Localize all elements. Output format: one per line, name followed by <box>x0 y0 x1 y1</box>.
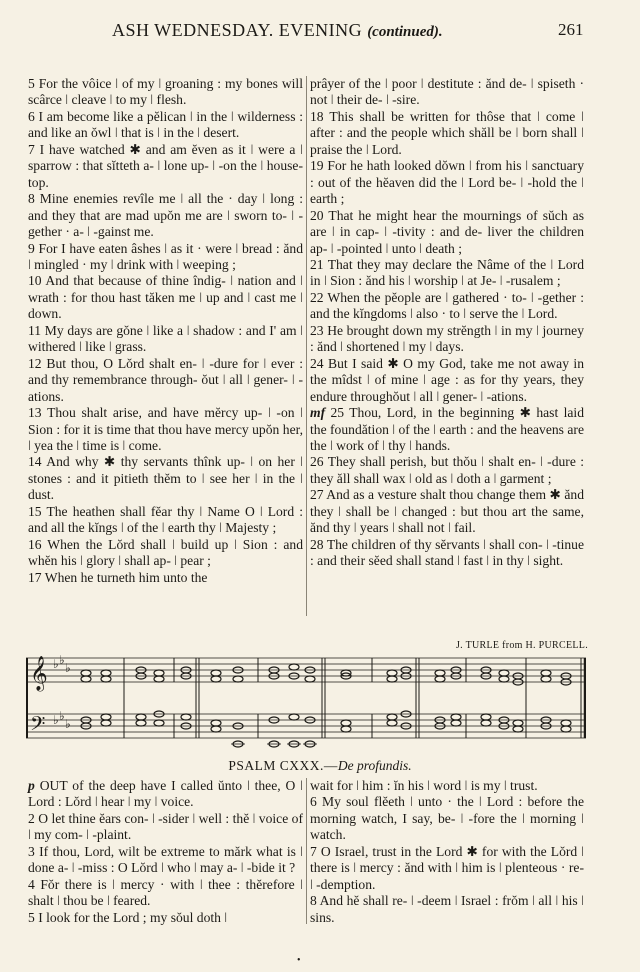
verse: 28 The children of thy sĕrvants ǀ shall con- ǀ -tinue : and their sĕed shall stand ǀ fast ǀ in thy ǀ sight. <box>310 536 584 569</box>
footer-mark: • <box>297 955 301 966</box>
verse: 2 O let thine ĕars con- ǀ -sider ǀ well : thĕ ǀ voice of ǀ my com- ǀ -plaint. <box>28 810 303 843</box>
verse: 20 That he might hear the mournings of sŭch as are ǀ in cap- ǀ -tivity : and de- liver the children ap- ǀ -pointed ǀ unto ǀ death ; <box>310 207 584 256</box>
verse: 14 And why ✱ thy servants thînk up- ǀ on her ǀ stones : and it pitieth thĕm to ǀ see her ǀ in the ǀ dust. <box>28 454 303 503</box>
evening-psalm-left-column <box>28 76 303 586</box>
verse <box>310 405 584 454</box>
page-header-title <box>112 20 443 41</box>
verse: 24 But I said ✱ O my God, take me not away in the mîdst ǀ of mine ǀ age : as for thy years, they endure throughŏut ǀ all ǀ gener- ǀ -ations. <box>310 355 584 404</box>
column-divider <box>306 76 307 616</box>
verse: 13 Thou shalt arise, and have mĕrcy up- ǀ -on ǀ Sion : for it is time that thou have mercy upŏn her, ǀ yea the ǀ time is ǀ come. <box>28 405 303 453</box>
header-title-text: ASH WEDNESDAY. EVENING <box>112 20 363 40</box>
page-number: 261 <box>558 20 584 39</box>
verse: 3 If thou, Lord, wilt be extreme to mărk what is ǀ done a- ǀ -miss : O Lŏrd ǀ who ǀ may a- ǀ -bide it ? <box>28 843 303 876</box>
dynamic-mark-p: p <box>28 778 35 793</box>
verse: 26 They shall perish, but thŏu ǀ shalt en- ǀ -dure : they ăll shall wax ǀ old as ǀ doth a ǀ garment ; <box>310 454 584 486</box>
psalm-latin-title: De profundis. <box>337 758 412 773</box>
verse: 8 And hĕ shall re- ǀ -deem ǀ Israel : frŏm ǀ all ǀ his ǀ sins. <box>310 893 584 925</box>
bass-notes <box>81 711 571 747</box>
verse: 6 My soul flĕeth ǀ unto · the ǀ Lord : before the morning watch, I say, be- ǀ -fore the ǀ morning ǀ watch. <box>310 794 584 843</box>
verse: 19 For he hath looked dŏwn ǀ from his ǀ sanctuary : out of the hĕaven did the ǀ Lord be- ǀ -hold the ǀ earth ; <box>310 158 584 207</box>
column-divider <box>306 778 307 924</box>
psalm-heading <box>0 758 640 774</box>
verse: 22 When the pĕople are ǀ gathered · to- ǀ -gether : and the kĭngdoms ǀ also · to ǀ serve the ǀ Lord. <box>310 289 584 322</box>
verse: 17 When he turneth him unto the <box>28 569 208 585</box>
bass-clef-icon: 𝄢 <box>30 712 46 740</box>
psalm-130-left-column <box>28 778 303 926</box>
verse: 23 He brought down my strĕngth ǀ in my ǀ journey : ănd ǀ shortened ǀ my ǀ days. <box>310 322 584 355</box>
verse-text: 25 Thou, Lord, in the beginning ✱ hast laid the foundătion ǀ of the ǀ earth : and the heavens are the ǀ work of ǀ thy ǀ hands. <box>310 405 585 453</box>
verse: 8 Mine enemies revîle me ǀ all the · day ǀ long : and they that are mad upŏn me are ǀ sworn to- ǀ -gether · a- ǀ -gainst me. <box>28 191 303 240</box>
svg-text:♭: ♭ <box>65 661 71 675</box>
verse: 6 I am become like a pĕlican ǀ in the ǀ wilderness : and like an ŏwl ǀ that is ǀ in the ǀ desert. <box>28 108 303 141</box>
header-subtitle: (continued). <box>367 24 443 40</box>
svg-text:♭: ♭ <box>53 657 59 671</box>
svg-text:♭: ♭ <box>59 653 65 667</box>
svg-text:♭: ♭ <box>65 717 71 731</box>
treble-clef-icon: 𝄞 <box>30 656 48 691</box>
verse: 10 And that because of thine îndig- ǀ nation and ǀ wrath : for thou hast tăken me ǀ up and ǀ cast me ǀ down. <box>28 273 303 322</box>
verse: 9 For I have eaten âshes ǀ as it · were ǀ bread : ănd ǀ mingled · my ǀ drink with ǀ weeping ; <box>28 240 303 272</box>
psalm-number: PSALM CXXX.— <box>228 758 338 773</box>
verse: 4 Fŏr there is ǀ mercy · with ǀ thee : thĕrefore ǀ shalt ǀ thou be ǀ feared. <box>28 876 303 909</box>
verse: 5 I look for the Lord ; my sŏul doth ǀ <box>28 909 228 925</box>
svg-text:♭: ♭ <box>59 709 65 723</box>
verse: 27 And as a vesture shalt thou change them ✱ ănd they ǀ shall be ǀ changed : but thou art the same, ănd thy ǀ years ǀ shall not ǀ fail. <box>310 487 584 536</box>
verse-text: OUT of the deep have I called ŭnto ǀ thee, O ǀ Lord : Lŏrd ǀ hear ǀ my ǀ voice. <box>28 778 303 810</box>
verse: 5 For the vôice ǀ of my ǀ groaning : my bones will scârce ǀ cleave ǀ to my ǀ flesh. <box>28 76 303 108</box>
verse: 15 The heathen shall fĕar thy ǀ Name O ǀ Lord : and all the kĭngs ǀ of the ǀ earth thy ǀ Majesty ; <box>28 503 303 536</box>
svg-text:♭: ♭ <box>53 713 59 727</box>
psalm-130-right-column <box>310 778 584 926</box>
verse: wait for ǀ him : ĭn his ǀ word ǀ is my ǀ trust. <box>310 778 538 793</box>
dynamic-mark-mf: mf <box>310 405 326 421</box>
verse: 18 This shall be written for thôse that ǀ come ǀ after : and the people which shăll be ǀ born shall ǀ praise the ǀ Lord. <box>310 108 584 157</box>
verse: 7 I have watched ✱ and am ĕven as it ǀ were a ǀ sparrow : that sĭtteth a- ǀ lone up- ǀ -on the ǀ house-top. <box>28 141 303 190</box>
verse: 7 O Israel, trust in the Lord ✱ for with the Lŏrd ǀ there is ǀ mercy : ănd with ǀ him is ǀ plenteous · re- ǀ -demption. <box>310 843 584 892</box>
verse: 12 But thou, O Lŏrd shalt en- ǀ -dure for ǀ ever : and thy remembrance through- ŏut ǀ all ǀ gener- ǀ -ations. <box>28 355 303 404</box>
key-signature-flats <box>53 653 71 731</box>
verse: 21 That they may declare the Nâme of the ǀ Lord in ǀ Sion : ănd his ǀ worship ǀ at Je- ǀ -rusalem ; <box>310 256 584 289</box>
verse: prâyer of the ǀ poor ǀ destitute : ănd de- ǀ spiseth · not ǀ their de- ǀ -sire. <box>310 76 584 108</box>
evening-psalm-right-column <box>310 76 584 570</box>
verse: 11 My days are gŏne ǀ like a ǀ shadow : and I' am ǀ withered ǀ like ǀ grass. <box>28 322 303 355</box>
composer-credit: J. TURLE from H. PURCELL. <box>455 640 588 651</box>
verse <box>28 778 303 811</box>
chant-music-score <box>26 652 586 752</box>
verse: 16 When the Lŏrd shall ǀ build up ǀ Sion : and whĕn his ǀ glory ǀ shall ap- ǀ pear ; <box>28 536 303 569</box>
